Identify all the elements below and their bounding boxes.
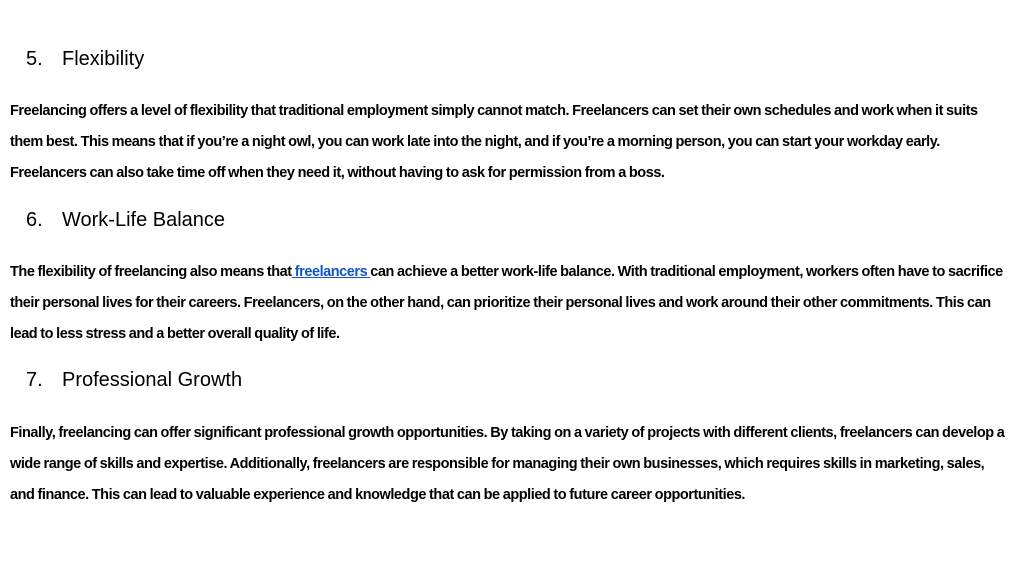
section-title: Work-Life Balance — [62, 209, 226, 231]
section-number: 6. — [26, 209, 43, 231]
section-heading-flexibility — [26, 47, 144, 71]
section-title: Professional Growth — [62, 369, 243, 391]
section-number: 7. — [26, 369, 43, 391]
paragraph-flexibility: Freelancing offers a level of flexibility that traditional employment simply cannot match. Freelancers can set their own schedules and work when it suits them best. This means that if you’re a night owl, you can work late into the night, and if you’re a morning person, you can start your workday early. Freelancers can also take time off when they need it, without having to ask for permission from a boss. — [10, 103, 978, 181]
section-heading-professional-growth — [26, 368, 242, 392]
section-title: Flexibility — [62, 48, 145, 70]
paragraph-work-life-balance — [10, 257, 1010, 350]
section-heading-work-life-balance — [26, 208, 225, 232]
section-number: 5. — [26, 48, 43, 70]
paragraph-text: can achieve a better work-life balance. With traditional employment, workers often have to sacrifice their personal lives for their careers. Freelancers, on the other hand, can prioritize their personal lives and work around their other commitments. This can lead to less stress and a better overall quality of life. — [10, 264, 1003, 342]
freelancers-link[interactable]: freelancers — [291, 264, 371, 280]
paragraph-text: The flexibility of freelancing also means that — [10, 264, 292, 280]
paragraph-professional-growth: Finally, freelancing can offer significant professional growth opportunities. By taking on a variety of projects with different clients, freelancers can develop a wide range of skills and expertise. Additionally, freelancers are responsible for managing their own businesses, which requires skills in marketing, sales, and finance. This can lead to valuable experience and knowledge that can be applied to future career opportunities. — [10, 425, 1005, 503]
